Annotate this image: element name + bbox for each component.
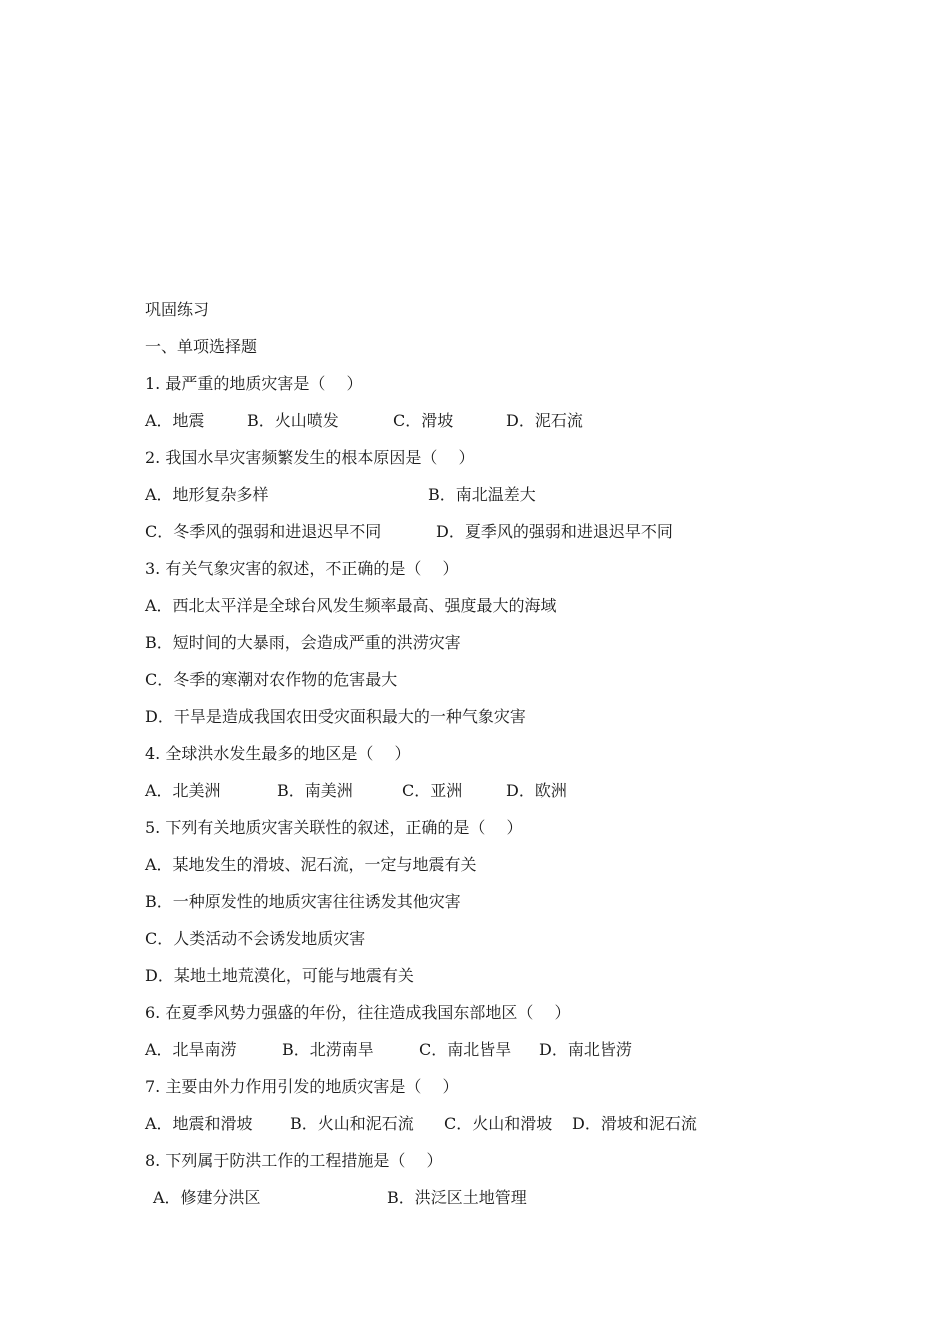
question-5-option-c: C．人类活动不会诱发地质灾害 [145,929,366,948]
question-5-option-b: B．一种原发性的地质灾害往往诱发其他灾害 [145,892,461,911]
question-7-option-b: B．火山和泥石流 [290,1114,414,1133]
question-8-option-a: A．修建分洪区 [153,1188,261,1207]
question-5-stem: 5. 下列有关地质灾害关联性的叙述，正确的是（ ） [145,818,523,837]
page-title: 巩固练习 [145,300,210,319]
question-4-option-a: A．北美洲 [145,781,221,800]
question-5-option-d: D．某地土地荒漠化，可能与地震有关 [145,966,414,985]
question-1-option-d: D．泥石流 [506,411,583,430]
question-4-option-d: D．欧洲 [506,781,567,800]
question-3-option-b: B．短时间的大暴雨，会造成严重的洪涝灾害 [145,633,461,652]
question-6-option-d: D．南北皆涝 [539,1040,632,1059]
question-6-stem: 6. 在夏季风势力强盛的年份，往往造成我国东部地区（ ） [145,1003,571,1022]
question-1-option-b: B．火山喷发 [247,411,339,430]
question-4-option-b: B．南美洲 [277,781,353,800]
question-8-option-b: B．洪泛区土地管理 [387,1188,527,1207]
question-2-option-c: C．冬季风的强弱和进退迟早不同 [145,522,382,541]
question-2-option-a: A．地形复杂多样 [145,485,269,504]
question-7-option-c: C．火山和滑坡 [444,1114,553,1133]
question-5-option-a: A．某地发生的滑坡、泥石流，一定与地震有关 [145,855,477,874]
question-3-option-c: C．冬季的寒潮对农作物的危害最大 [145,670,398,689]
question-8-stem: 8. 下列属于防洪工作的工程措施是（ ） [145,1151,443,1170]
section-heading: 一、单项选择题 [145,337,258,356]
question-1-option-a: A．地震 [145,411,205,430]
question-6-option-c: C．南北皆旱 [419,1040,512,1059]
question-1-stem: 1. 最严重的地质灾害是（ ） [145,374,363,393]
question-2-option-d: D．夏季风的强弱和进退迟早不同 [436,522,673,541]
question-7-stem: 7. 主要由外力作用引发的地质灾害是（ ） [145,1077,459,1096]
question-4-stem: 4. 全球洪水发生最多的地区是（ ） [145,744,411,763]
question-6-option-b: B．北涝南旱 [282,1040,374,1059]
question-6-option-a: A．北旱南涝 [145,1040,237,1059]
question-3-stem: 3. 有关气象灾害的叙述，不正确的是（ ） [145,559,459,578]
question-4-option-c: C．亚洲 [402,781,463,800]
question-3-option-d: D．干旱是造成我国农田受灾面积最大的一种气象灾害 [145,707,526,726]
question-1-option-c: C．滑坡 [393,411,454,430]
question-2-stem: 2. 我国水旱灾害频繁发生的根本原因是（ ） [145,448,475,467]
question-3-option-a: A．西北太平洋是全球台风发生频率最高、强度最大的海域 [145,596,557,615]
question-2-option-b: B．南北温差大 [428,485,536,504]
question-7-option-d: D．滑坡和泥石流 [572,1114,697,1133]
question-7-option-a: A．地震和滑坡 [145,1114,253,1133]
